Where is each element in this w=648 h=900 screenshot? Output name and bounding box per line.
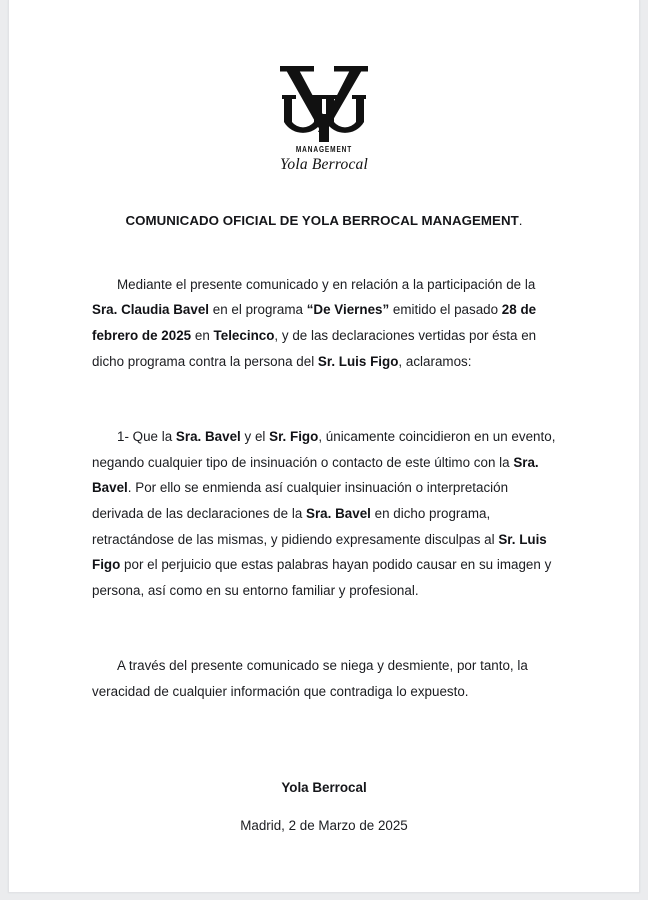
emphasis-text: Sr. Figo bbox=[269, 429, 319, 445]
logo-wordmark bbox=[9, 145, 639, 173]
body-text: en el programa bbox=[209, 302, 307, 318]
emphasis-text: Sr. Luis Figo bbox=[317, 353, 399, 369]
logo-brand-name: Yola Berrocal bbox=[279, 155, 368, 173]
body-text: en dicho programa, retractándose de las mismas, y pidiendo expresamente disculpas al bbox=[92, 505, 499, 547]
body-text: emitido el pasado bbox=[389, 302, 502, 318]
page-title bbox=[9, 173, 639, 228]
body-text: , únicamente coincidieron en un evento, negando cualquier tipo de insinuación o contacto de este último con la bbox=[92, 429, 556, 470]
document-page bbox=[8, 0, 640, 893]
body-text: , aclaramos: bbox=[398, 353, 472, 369]
logo-management-label: MANAGEMENT bbox=[295, 145, 353, 155]
emphasis-text: Sra. Claudia Bavel bbox=[92, 302, 210, 318]
paragraph-2 bbox=[92, 374, 557, 603]
signature-name: Yola Berrocal bbox=[281, 780, 367, 796]
paragraph-1 bbox=[92, 228, 557, 374]
letterhead-logo bbox=[9, 0, 639, 173]
body-text: . Por ello se enmienda así cualquier insinuación o interpretación derivada de las declaraciones de la bbox=[92, 480, 509, 521]
body-text: por el perjuicio que estas palabras hayan podido causar en su imagen y persona, así como en su entorno familiar y profesional. bbox=[92, 557, 552, 598]
paragraph-3 bbox=[92, 603, 557, 704]
signature-place-date: Madrid, 2 de Marzo de 2025 bbox=[240, 818, 408, 834]
emphasis-text: Sra. Bavel bbox=[92, 454, 539, 496]
emphasis-text: Sr. Luis Figo bbox=[92, 531, 547, 573]
emphasis-text: 28 de febrero de 2025 bbox=[92, 302, 537, 343]
signature-block bbox=[9, 704, 639, 836]
emphasis-text: Sra. Bavel bbox=[175, 429, 241, 445]
yb-monogram-icon bbox=[278, 62, 370, 150]
page-title-text: COMUNICADO OFICIAL DE YOLA BERROCAL MANAGEMENT bbox=[125, 212, 519, 228]
body-text: A través del presente comunicado se niega y desmiente, por tanto, la veracidad de cualquier información que contradiga lo expuesto. bbox=[92, 658, 528, 699]
emphasis-text: “De Viernes” bbox=[306, 302, 390, 318]
body-text: en bbox=[191, 327, 214, 343]
page-title-period: . bbox=[518, 212, 523, 228]
body-text: Mediante el presente comunicado y en relación a la participación de la bbox=[117, 276, 536, 292]
document-body bbox=[9, 228, 639, 705]
emphasis-text: Sra. Bavel bbox=[306, 505, 371, 521]
body-text: y el bbox=[240, 429, 270, 445]
emphasis-text: Telecinco bbox=[213, 327, 275, 343]
body-text: 1- Que la bbox=[117, 429, 176, 445]
body-text: , y de las declaraciones vertidas por ésta en dicho programa contra la persona del bbox=[92, 327, 537, 369]
